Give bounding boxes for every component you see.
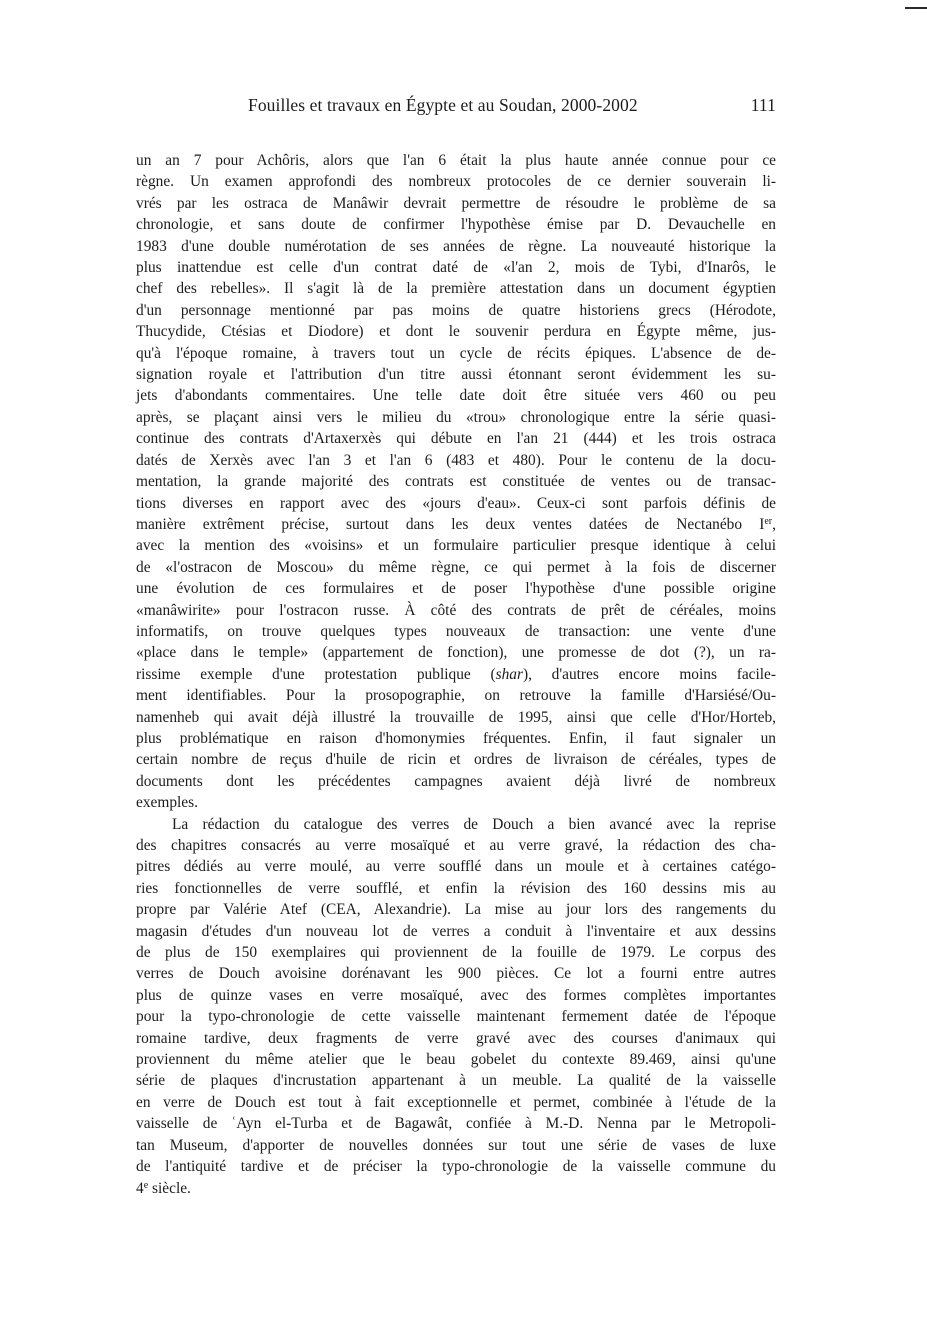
paragraph-2 [136,814,776,1199]
text-line: tan Museum, d'apporter de nouvelles données sur tout une série de vases de luxe [136,1136,776,1154]
text-line-nectanebo [136,514,776,535]
text-line: vaisselle de ʿAyn el-Turba et de Bagawât, confiée à M.-D. Nenna par le Metropoli- [136,1115,776,1133]
text-line: signation royale et l'attribution d'un titre aussi étonnant seront évidemment les su- [136,366,776,384]
text-line: chef des rebelles». Il s'agit là de la première attestation dans un document égyptien [136,280,776,298]
text-line-century [136,1178,776,1199]
text-line: chronologie, et sans doute de confirmer l'hypothèse émise par D. Devauchelle en [136,216,776,234]
text-line: tions diverses en rapport avec des «jours d'eau». Ceux-ci sont parfois définis de [136,494,776,512]
text-line: «manâwirite» pour l'ostracon russe. À côté des contrats de prêt de céréales, moins [136,601,776,619]
body-text [136,150,776,1199]
page-number: 111 [750,95,776,115]
superscript: er [764,515,773,527]
text-line: verres de Douch avoisine dorénavant les 900 pièces. Ce lot a fourni entre autres [136,965,776,983]
text-line: qu'à l'époque romaine, à travers tout un cycle de récits épiques. L'absence de de- [136,344,776,362]
text-line: en verre de Douch est tout à fait exceptionnelle et permet, combinée à l'étude de la [136,1093,776,1111]
text-line: mentation, la grande majorité des contrats est constituée de ventes ou de transac- [136,473,776,491]
text-line: proviennent du même atelier que le beau gobelet du contexte 89.469, ainsi qu'une [136,1051,776,1069]
text-line: après, se plaçant ainsi vers le milieu du «trou» chronologique entre la série quasi- [136,408,776,426]
text-line: des chapitres consacrés au verre mosaïqué et au verre gravé, la rédaction des cha- [136,837,776,854]
text-fragment: manière extrêment précise, surtout dans les deux ventes datées de Nectanébo I [136,515,765,533]
text-line: jets d'abondants commentaires. Une telle date doit être située vers 460 ou peu [136,387,776,405]
text-line: de l'antiquité tardive et de préciser la typo-chronologie de la vaisselle commune du [136,1158,776,1176]
text-line: plus de quinze vases en verre mosaïqué, avec des formes complètes importantes [136,986,776,1004]
text-line: pitres dédiés au verre moulé, au verre soufflé dans un moule et à certaines catégo- [136,858,776,876]
text-line: 1983 d'une double numérotation de ses années de règne. La nouveauté historique la [136,237,776,255]
text-line: de plus de 150 exemplaires qui proviennent de la fouille de 1979. Le corpus des [136,944,776,962]
text-line: namenheb qui avait déjà illustré la trouvaille de 1995, ainsi que celle d'Hor/Horteb, [136,708,776,726]
text-line: magasin d'études d'un nouveau lot de verres a conduit à l'inventaire et aux dessins [136,922,776,940]
text-fragment: rissime exemple d'une protestation publique ( [136,665,496,683]
text-line: romaine tardive, deux fragments de verre gravé avec des courses d'animaux qui [136,1029,776,1047]
text-line: règne. Un examen approfondi des nombreux protocoles de ce dernier souverain li- [136,173,776,191]
text-line: vrés par les ostraca de Manâwir devrait permettre de résoudre le problème de sa [136,194,776,212]
text-line-shar [136,664,776,685]
text-fragment: 4 [136,1179,144,1197]
text-line: propre par Valérie Atef (CEA, Alexandrie). La mise au jour lors des rangements du [136,901,776,919]
text-line: une évolution de ces formulaires et de poser l'hypothèse d'une possible origine [136,580,776,598]
text-line: série de plaques d'incrustation appartenant à un meuble. La qualité de la vaisselle [136,1072,776,1090]
text-line: informatifs, on trouve quelques types nouveaux de transaction: une vente d'une [136,622,776,640]
running-title: Fouilles et travaux en Égypte et au Soudan, 2000-2002 [248,95,638,115]
text-line: «place dans le temple» (appartement de fonction), une promesse de dot (?), un ra- [136,644,776,662]
page-corner-mark [905,7,927,9]
text-line: documents dont les précédentes campagnes avaient déjà livré de nombreux [136,772,776,790]
text-line: La rédaction du catalogue des verres de Douch a bien avancé avec la reprise [172,815,776,833]
text-line: pour la typo-chronologie de cette vaisselle maintenant fermement datée de l'époque [136,1008,776,1026]
text-line: de «l'ostracon de Moscou» du même règne, ce qui permet à la fois de discerner [136,558,776,576]
paragraph-1 [136,150,776,814]
text-line: exemples. [136,794,198,812]
text-line: ries fonctionnelles de verre soufflé, et enfin la révision des 160 dessins mis au [136,879,776,897]
superscript: e [143,1179,149,1191]
text-line: certain nombre de reçus d'huile de ricin et ordres de livraison de céréales, types de [136,751,776,769]
text-line: plus problématique en raison d'homonymies fréquentes. Enfin, il faut signaler un [136,729,776,747]
italic-term: shar [495,665,523,683]
text-line: d'un personnage mentionné par pas moins de quatre historiens grecs (Hérodote, [136,301,776,319]
text-line: datés de Xerxès avec l'an 3 et l'an 6 (483 et 480). Pour le contenu de la docu- [136,451,776,469]
text-line: Thucydide, Ctésias et Diodore) et dont le souvenir perdura en Égypte même, jus- [136,323,776,341]
text-fragment: siècle. [152,1179,191,1197]
text-line: ment identifiables. Pour la prosopographie, on retrouve la famille d'Harsiésé/Ou- [136,687,776,705]
text-fragment: ), d'autres encore moins facile- [522,665,776,683]
text-fragment: , [772,515,776,533]
text-line: un an 7 pour Achôris, alors que l'an 6 était la plus haute année connue pour ce [136,152,776,169]
text-line: plus inattendue est celle d'un contrat daté de «l'an 2, mois de Tybi, d'Inarôs, le [136,259,776,277]
text-line: avec la mention des «voisins» et un formulaire particulier presque identique à celui [136,537,776,555]
text-line: continue des contrats d'Artaxerxès qui débute en l'an 21 (444) et les trois ostraca [136,430,776,448]
